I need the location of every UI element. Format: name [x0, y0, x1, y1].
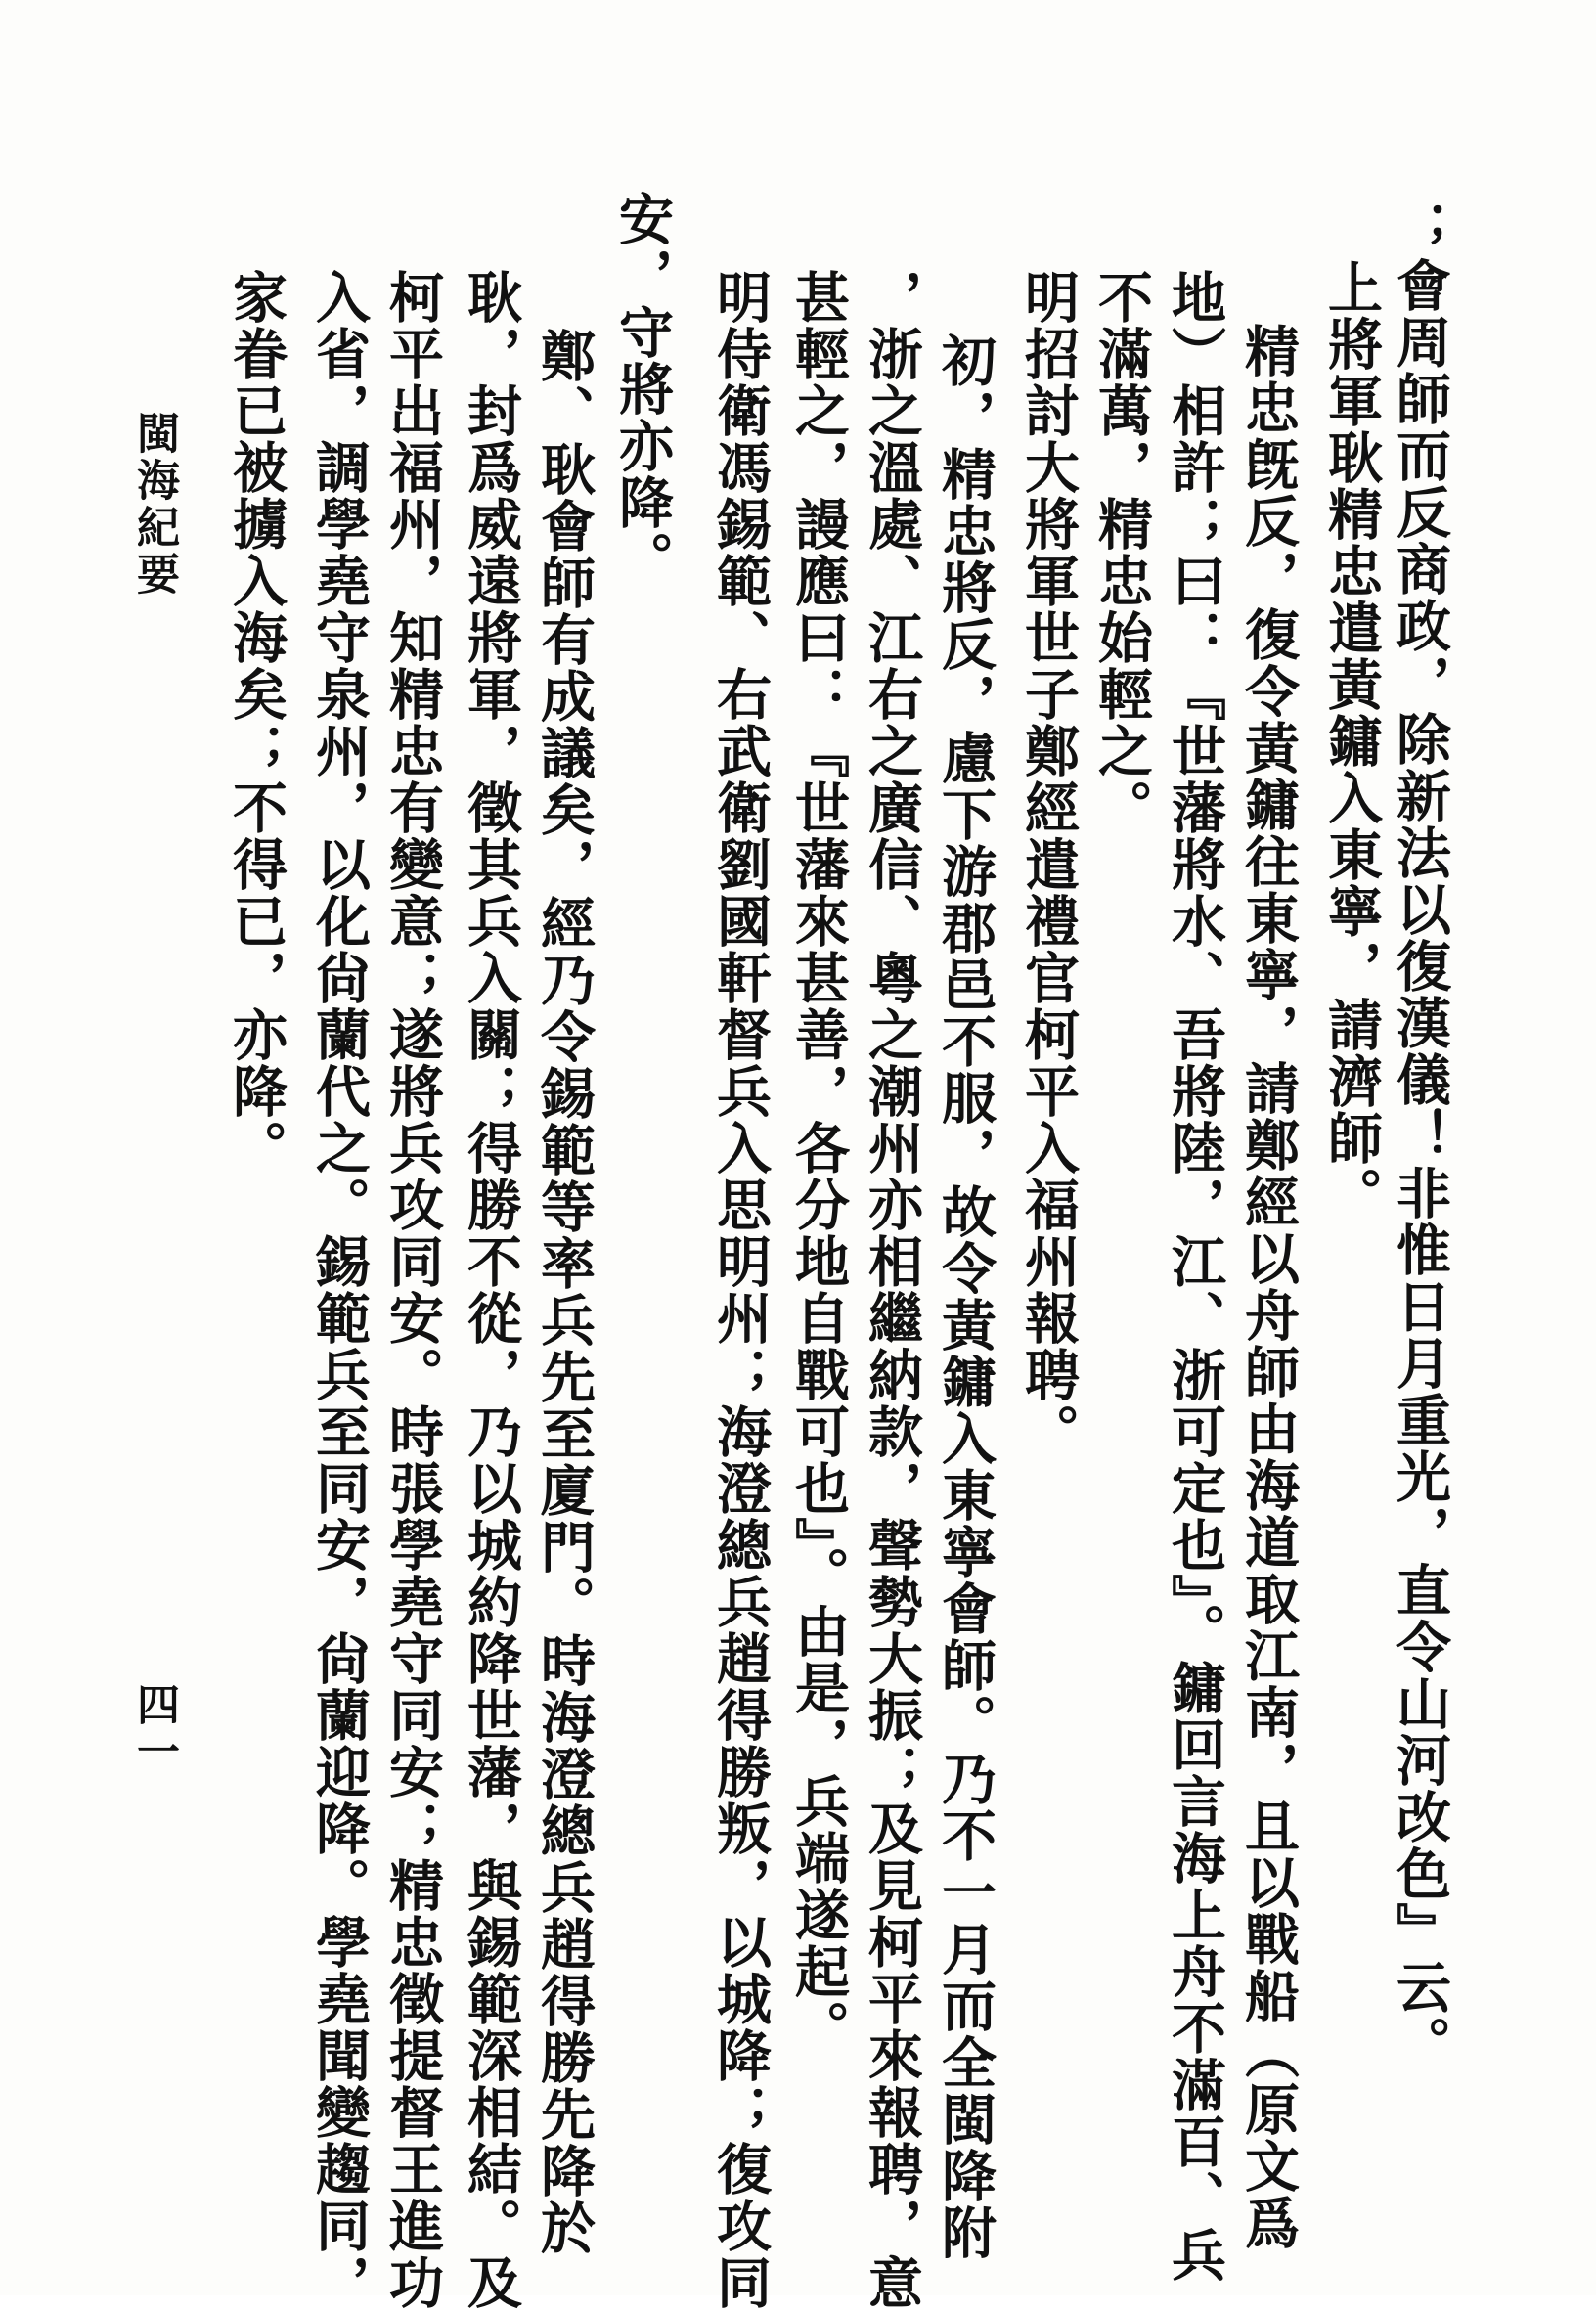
- page-number: 四一: [129, 1682, 179, 1776]
- text-column-2: 上將軍耿精忠遣黃鏞入東寧，請濟師。: [1319, 259, 1384, 1223]
- text-column-9: 甚輕之，謾應曰：『世藩來甚善，各分地自戰可也』。由是，兵端遂起。: [786, 269, 851, 2057]
- text-column-15: 入省，調學堯守泉州，以化尙蘭代之。錫範兵至同安，尙蘭迎降。學堯聞變趨同，: [307, 269, 372, 2311]
- text-column-16: 家眷已被擄入海矣；不得已，亦降。: [224, 269, 288, 1177]
- text-column-3: 精忠旣反，復令黃鏞往東寧，請鄭經以舟師由海道取江南，且以戰船（原文爲: [1236, 323, 1301, 2251]
- text-column-4: 地）相許；曰：『世藩將水、吾將陸，江、浙可定也』。鏞回言海上舟不滿百、兵: [1163, 269, 1227, 2284]
- text-column-14: 柯平出福州，知精忠有變意；遂將兵攻同安。時張學堯守同安；精忠徵提督王進功: [380, 269, 445, 2311]
- text-column-13: 耿，封爲威遠將軍，徵其兵入關；得勝不從，乃以城約降世藩，與錫範深相結。及: [459, 269, 523, 2311]
- running-title: 閩海紀要: [129, 411, 179, 599]
- text-column-11: 安，守將亦降。: [610, 191, 675, 588]
- text-column-10: 明侍衛馮錫範、右武衛劉國軒督兵入思明州；海澄總兵趙得勝叛，以城降；復攻同: [708, 269, 773, 2311]
- text-column-5: 不滿萬，精忠始輕之。: [1089, 269, 1154, 836]
- text-column-8: ，浙之溫處、江右之廣信、粵之潮州亦相繼納款，聲勢大振；及見柯平來報聘，意: [860, 269, 924, 2311]
- text-column-7: 初，精忠將反，慮下游郡邑不服，故令黃鏞入東寧會師。乃不一月而全閩降附: [933, 333, 998, 2261]
- text-column-12: 鄭、耿會師有成議矣，經乃令錫範等率兵先至廈門。時海澄總兵趙得勝先降於: [532, 328, 597, 2256]
- text-column-6: 明招討大將軍世子鄭經遣禮官柯平入福州報聘。: [1016, 269, 1081, 1460]
- text-column-1: ；會周師而反商政，除新法以復漢儀！非惟日月重光，直令山河改色』云。: [1388, 200, 1452, 2072]
